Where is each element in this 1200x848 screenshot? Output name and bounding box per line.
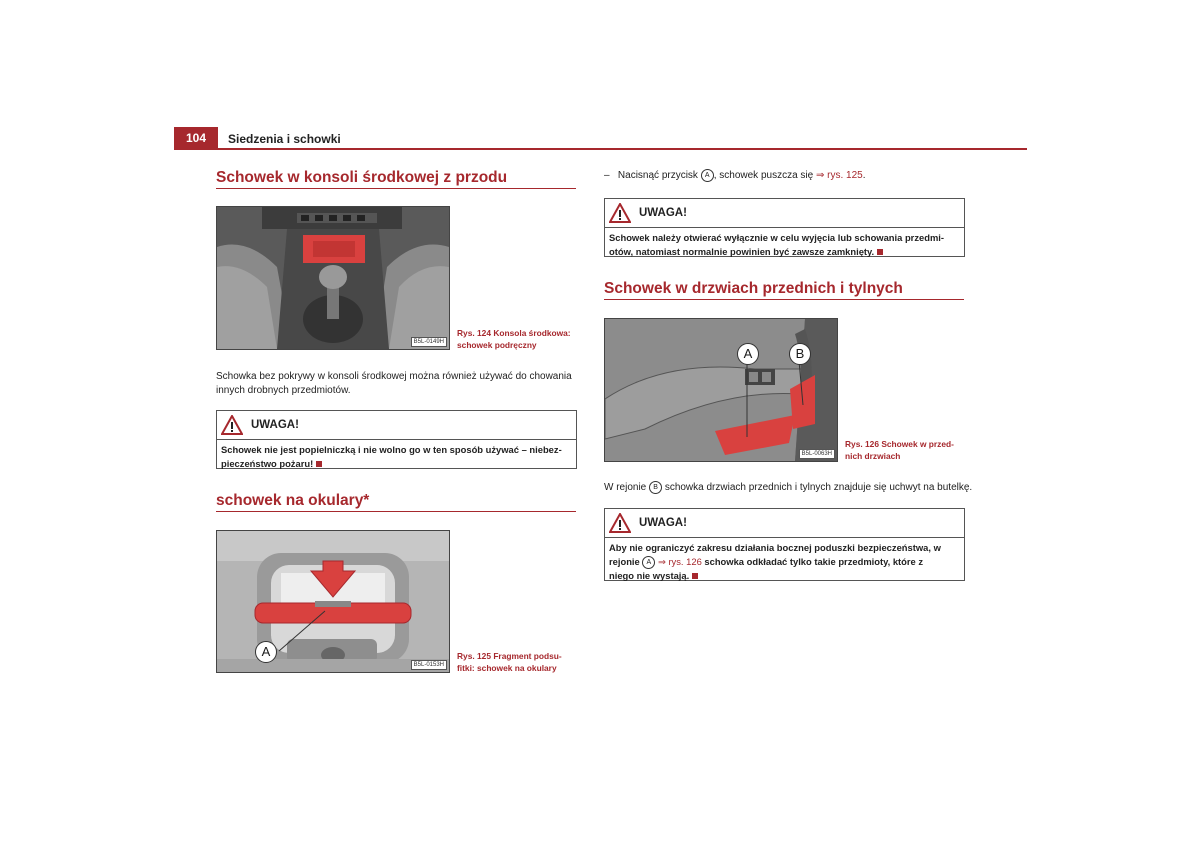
warning-triangle-icon bbox=[609, 513, 631, 533]
warning-line: Schowek należy otwierać wyłącznie w celu wyjęcia lub schowania przedmi- bbox=[609, 232, 945, 243]
paragraph-console bbox=[216, 370, 586, 398]
warning-line-text: rejonie bbox=[609, 555, 640, 567]
text-fragment: W rejonie bbox=[604, 482, 647, 494]
warning-line-text: niego nie wystają. bbox=[609, 569, 690, 581]
figure-caption bbox=[457, 327, 571, 351]
warning-line bbox=[609, 555, 961, 569]
figure-code: B5L-0149H bbox=[411, 337, 447, 347]
text-line: Schowka bez pokrywy w konsoli środkowej można również używać do chowania bbox=[216, 371, 572, 382]
caption-line: Rys. 126 Schowek w przed- bbox=[845, 439, 954, 449]
warning-line bbox=[609, 245, 961, 259]
warning-line-text: schowka odkładać tylko takie przedmioty, które z bbox=[704, 555, 924, 567]
caption-line: schowek podręczny bbox=[457, 340, 537, 350]
caption-line: Rys. 124 Konsola środkowa: bbox=[457, 328, 571, 338]
page-number: 104 bbox=[185, 131, 207, 145]
warning-header bbox=[217, 411, 576, 440]
paragraph-door bbox=[604, 481, 972, 495]
warning-header bbox=[605, 509, 964, 538]
figure-center-console bbox=[216, 206, 450, 350]
warning-line bbox=[221, 457, 573, 471]
label-b-marker: B bbox=[789, 343, 811, 365]
warning-title: UWAGA! bbox=[639, 517, 687, 529]
warning-body bbox=[217, 440, 576, 473]
warning-title: UWAGA! bbox=[251, 419, 299, 431]
heading-rule bbox=[604, 299, 964, 300]
figure-glasses-holder bbox=[216, 530, 450, 673]
figure-door-compartment bbox=[604, 318, 838, 462]
ref-a-marker: A bbox=[701, 169, 714, 182]
end-marker-icon bbox=[316, 461, 322, 467]
warning-line-text: pieczeństwo pożaru! bbox=[221, 457, 314, 469]
heading-glasses-holder: schowek na okulary* bbox=[216, 492, 370, 509]
warning-body bbox=[605, 228, 964, 261]
figure-code: B5L-0063H bbox=[799, 449, 835, 459]
warning-box bbox=[604, 198, 965, 257]
caption-line: Rys. 125 Fragment podsu- bbox=[457, 651, 562, 661]
figure-reference-link[interactable]: rys. 126 bbox=[668, 555, 702, 567]
header-rule bbox=[174, 148, 1027, 150]
warning-line bbox=[609, 569, 961, 583]
caption-line: fitki: schowek na okulary bbox=[457, 663, 557, 673]
instruction-step bbox=[604, 169, 974, 183]
step-text: Nacisnąć przycisk bbox=[617, 170, 698, 182]
figure-reference-link[interactable]: rys. 125 bbox=[827, 170, 863, 182]
warning-line: Aby nie ograniczyć zakresu działania bocznej poduszki bezpieczeństwa, w bbox=[609, 542, 941, 553]
step-dash: – bbox=[604, 170, 610, 182]
step-text: . bbox=[862, 170, 866, 182]
heading-rule bbox=[216, 511, 576, 512]
heading-rule bbox=[216, 188, 576, 189]
text-line: innych drobnych przedmiotów. bbox=[216, 385, 351, 396]
warning-box bbox=[604, 508, 965, 581]
figure-code: B5L-0153H bbox=[411, 660, 447, 670]
warning-header bbox=[605, 199, 964, 228]
ref-b-marker: B bbox=[649, 481, 662, 494]
warning-triangle-icon bbox=[609, 203, 631, 223]
running-section-title: Siedzenia i schowki bbox=[228, 132, 341, 146]
end-marker-icon bbox=[877, 249, 883, 255]
step-text: , schowek puszcza się bbox=[713, 170, 814, 182]
heading-door-compartment: Schowek w drzwiach przednich i tylnych bbox=[604, 280, 903, 297]
heading-center-console: Schowek w konsoli środkowej z przodu bbox=[216, 169, 508, 186]
end-marker-icon bbox=[692, 573, 698, 579]
ref-a-marker: A bbox=[642, 556, 655, 569]
figure-caption bbox=[845, 438, 954, 462]
warning-triangle-icon bbox=[221, 415, 243, 435]
warning-body bbox=[605, 538, 964, 585]
label-a-marker: A bbox=[255, 641, 277, 663]
text-fragment: schowka drzwiach przednich i tylnych znajduje się uchwyt na butelkę. bbox=[664, 482, 973, 494]
label-a-marker: A bbox=[737, 343, 759, 365]
warning-line-text: otów, natomiast normalnie powinien być zawsze zamknięty. bbox=[609, 245, 875, 257]
caption-line: nich drzwiach bbox=[845, 451, 901, 461]
figure-caption bbox=[457, 650, 562, 674]
arrow-icon: ⇒ bbox=[816, 170, 825, 182]
warning-line: Schowek nie jest popielniczką i nie wolno go w ten sposób używać – niebez- bbox=[221, 444, 562, 455]
warning-title: UWAGA! bbox=[639, 207, 687, 219]
warning-box bbox=[216, 410, 577, 469]
arrow-icon: ⇒ bbox=[657, 555, 666, 567]
